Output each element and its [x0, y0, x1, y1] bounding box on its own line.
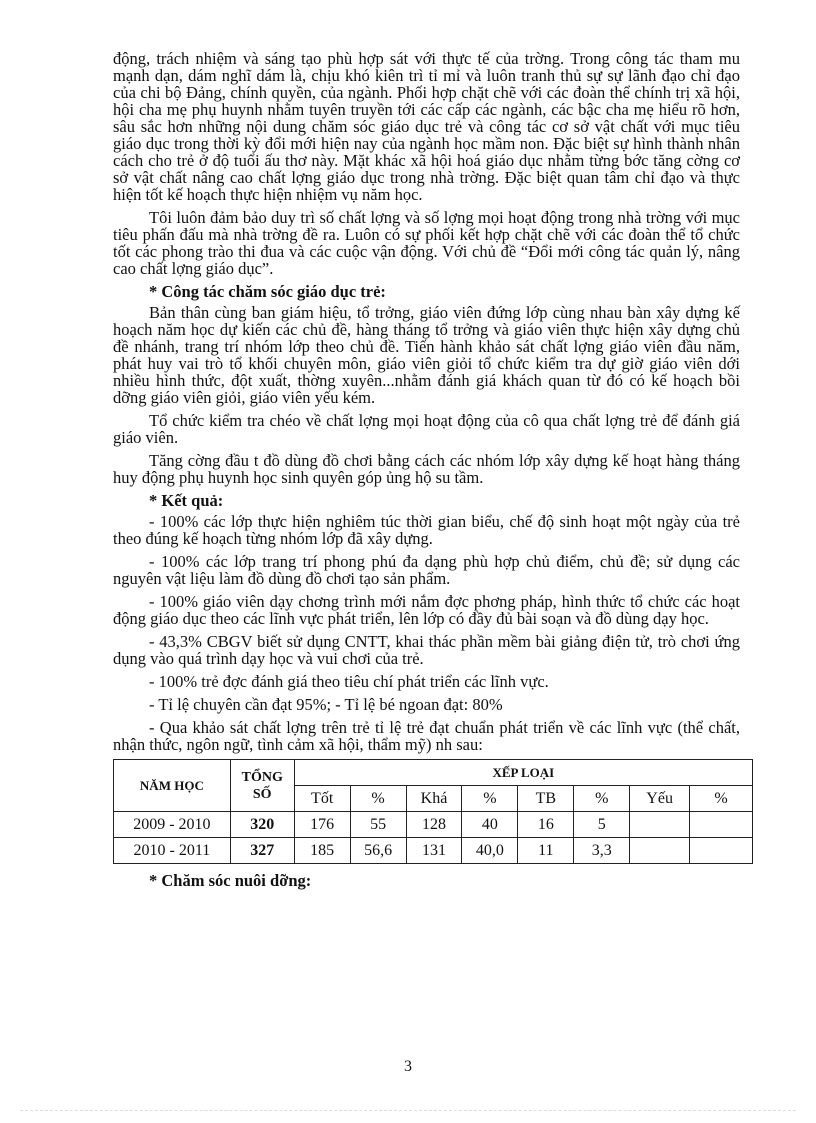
subheader-cell: Tốt — [294, 786, 350, 812]
table-cell: 131 — [406, 838, 462, 864]
table-cell: 176 — [294, 812, 350, 838]
table-cell: 185 — [294, 838, 350, 864]
table-cell — [690, 838, 753, 864]
table-cell — [630, 838, 690, 864]
table-cell — [630, 812, 690, 838]
table-cell: 56,6 — [350, 838, 406, 864]
table-header-row — [114, 760, 753, 786]
result-item: - 100% giáo viên dạy chơng trình mới nắm đợc phơng pháp, hình thức tổ chức các hoạt động giáo dục theo các lĩnh vực phát triển, lên lớp có đầy đủ bài soạn và đồ dùng dạy học. — [113, 592, 740, 628]
table-cell — [690, 812, 753, 838]
result-item: - Tỉ lệ chuyên cần đạt 95%; - Tỉ lệ bé ngoan đạt: 80% — [149, 695, 503, 714]
paragraph-intro: động, trách nhiệm và sáng tạo phù hợp sát với thực tế của trờng. Trong công tác tham mu mạnh dạn, dám nghĩ dám là, chịu khó kiên trì tỉ mỉ và luôn tranh thủ sự sự lãnh đạo chỉ đạo của chi bộ Đảng, chính quyền, của ngành. Phối hợp chặt chẽ với các đoàn thể chính trị xã hội, hội cha mẹ phụ huynh nhằm tuyên truyền tới các cấp các ngành, các bậc cha mẹ hiểu rõ hơn, sâu sắc hơn những nội dung chăm sóc giáo dục trẻ và công tác cơ sở vật chất với mục tiêu giáo dục trong thời kỳ đổi mới hiện nay của ngành học mầm non. Đặc biệt sự hình thành nhân cách cho trẻ ở độ tuổi ấu thơ này. Mặt khác xã hội hoá giáo dục nhằm từng bớc tăng cờng cơ sở vật chất nâng cao chất lợng giáo dục trong nhà trờng. Đặc biệt quan tâm chỉ đạo và thực hiện tốt kế hoạch thực hiện nhiệm vụ năm học. — [113, 49, 740, 204]
paragraph-cross-check: Tổ chức kiểm tra chéo về chất lợng mọi hoạt động của cô qua chất lợng trẻ để đánh giá giáo viên. — [113, 411, 740, 447]
paragraph-investment: Tăng cờng đầu t đồ dùng đồ chơi bằng cách các nhóm lớp xây dựng kế hoạt hàng tháng huy động phụ huynh học sinh quyên góp ủng hộ su tầm. — [113, 451, 740, 487]
result-item: - Qua khảo sát chất lợng trên trẻ tỉ lệ trẻ đạt chuẩn phát triển về các lĩnh vực (thể chất, nhận thức, ngôn ngữ, tình cảm xã hội, thẩm mỹ) nh sau: — [113, 718, 740, 754]
paragraph-planning: Bản thân cùng ban giám hiệu, tổ trởng, giáo viên đứng lớp cùng nhau bàn xây dựng kế hoạch năm học dự kiến các chủ đề, hàng tháng tổ trởng và giáo viên thực hiện xây dựng chủ đề nhánh, trang trí nhóm lớp theo chủ đề. Tiến hành khảo sát chất lợng giáo viên đầu năm, phát huy vai trò tổ khối chuyên môn, giáo viên giỏi tổ chức kiểm tra dự giờ giáo viên dới nhiều hình thức, đột xuất, thờng xuyên...nhằm đánh giá khách quan từ đó có kế hoạch bồi dỡng giáo viên giỏi, giáo viên yếu kém. — [113, 303, 740, 407]
header-rank: XẾP LOẠI — [294, 760, 752, 786]
header-year: NĂM HỌC — [114, 760, 231, 812]
result-item: - 100% các lớp trang trí phong phú đa dạng phù hợp chủ điểm, chủ đề; sử dụng các nguyên vật liệu làm đồ dùng đồ chơi tạo sản phẩm. — [113, 552, 740, 588]
table-cell: 128 — [406, 812, 462, 838]
cell-total: 327 — [230, 838, 294, 864]
header-total: TỔNG SỐ — [230, 760, 294, 812]
paragraph-quality: Tôi luôn đảm bảo duy trì số chất lợng và số lợng mọi hoạt động trong nhà trờng với mục tiêu phấn đấu mà nhà trờng đề ra. Luôn có sự phối kết hợp chặt chẽ với các đoàn thể tổ chức tốt các phong trào thi đua và các cuộc vận động. Với chủ đề “Đổi mới công tác quản lý, nâng cao chất lợng giáo dục”. — [113, 208, 740, 278]
table-cell: 3,3 — [574, 838, 630, 864]
subheader-cell: TB — [518, 786, 574, 812]
table-cell: 5 — [574, 812, 630, 838]
table-cell: 55 — [350, 812, 406, 838]
subheader-cell: Yếu — [630, 786, 690, 812]
table-row — [114, 812, 753, 838]
heading-care: * Công tác chăm sóc giáo dục trẻ: — [149, 282, 386, 301]
subheader-cell: % — [350, 786, 406, 812]
page-content — [113, 50, 740, 893]
table-cell: 40 — [462, 812, 518, 838]
result-item: - 100% trẻ đợc đánh giá theo tiêu chí phát triển các lĩnh vực. — [149, 672, 549, 691]
subheader-cell: % — [462, 786, 518, 812]
page-bottom-divider — [20, 1110, 796, 1111]
subheader-cell: % — [690, 786, 753, 812]
results-table — [113, 759, 753, 864]
table-row — [114, 838, 753, 864]
cell-year: 2010 - 2011 — [114, 838, 231, 864]
cell-year: 2009 - 2010 — [114, 812, 231, 838]
table-cell: 16 — [518, 812, 574, 838]
table-cell: 11 — [518, 838, 574, 864]
result-item: - 100% các lớp thực hiện nghiêm túc thời gian biểu, chế độ sinh hoạt một ngày của trẻ theo đúng kế hoạch từng nhóm lớp đã xây dựng. — [113, 512, 740, 548]
result-item: - 43,3% CBGV biết sử dụng CNTT, khai thác phần mềm bài giảng điện tử, trò chơi ứng dụng vào quá trình dạy học và vui chơi của trẻ. — [113, 632, 740, 668]
subheader-cell: Khá — [406, 786, 462, 812]
heading-nutrition: * Chăm sóc nuôi dỡng: — [149, 871, 312, 890]
subheader-cell: % — [574, 786, 630, 812]
cell-total: 320 — [230, 812, 294, 838]
heading-results: * Kết quả: — [149, 491, 224, 510]
page-number: 3 — [404, 1058, 412, 1075]
table-cell: 40,0 — [462, 838, 518, 864]
